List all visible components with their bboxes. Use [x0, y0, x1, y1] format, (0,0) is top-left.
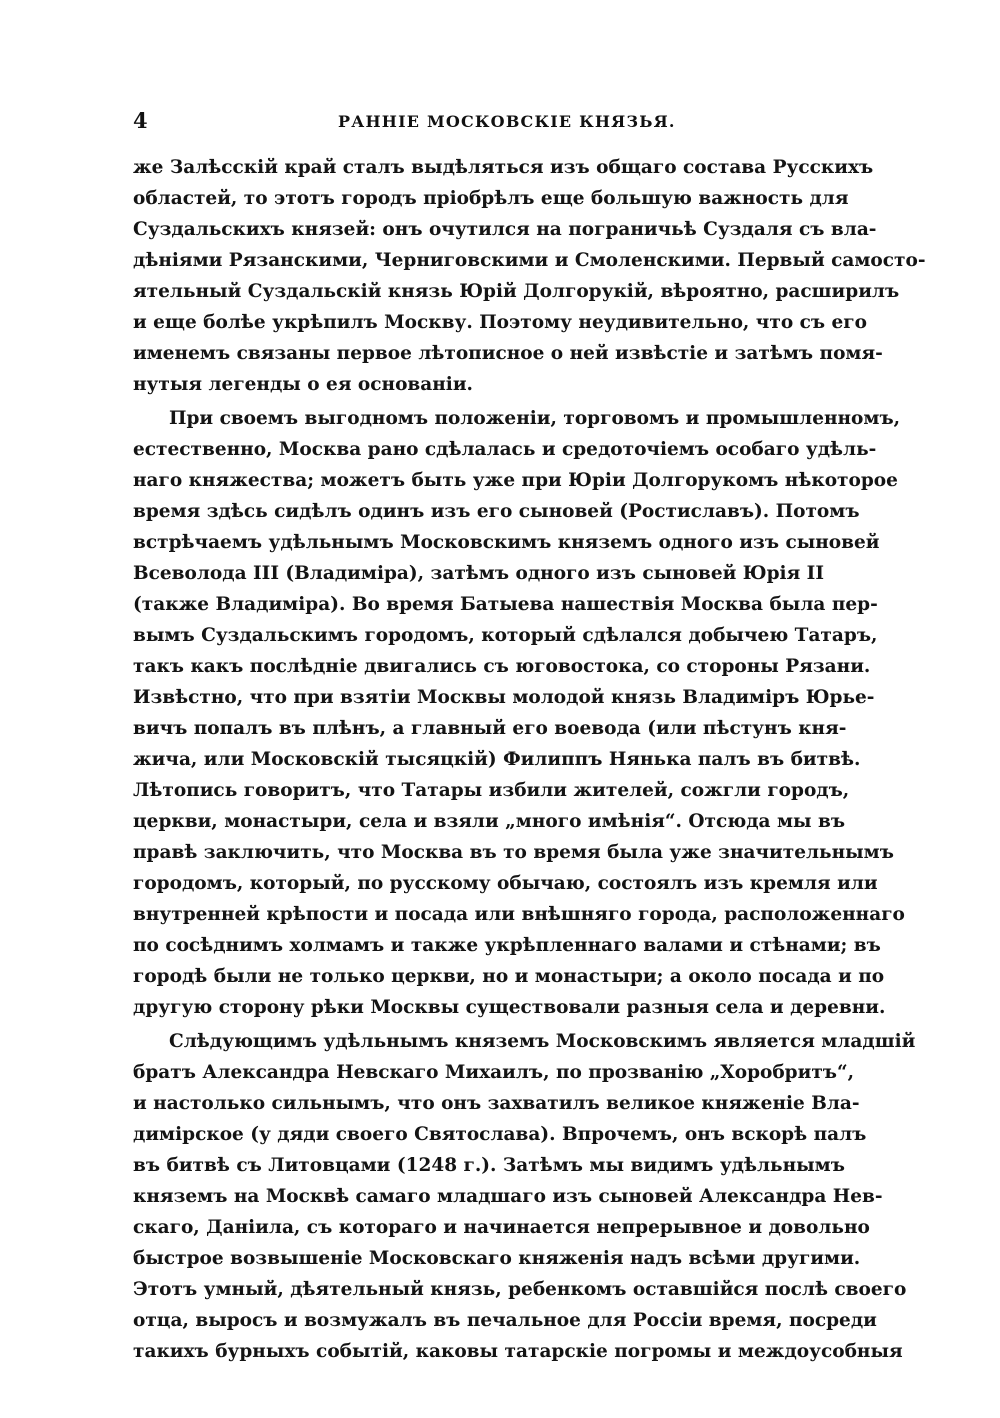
text-line: При своемъ выгодномъ положеніи, торговомъ и промышленномъ,: [169, 408, 901, 429]
page-number: 4: [133, 108, 148, 133]
text-line: внутренней крѣпости и посада или внѣшняго города, расположеннаго: [133, 904, 905, 925]
text-line: естественно, Москва рано сдѣлалась и средоточіемъ особаго удѣль-: [133, 439, 877, 460]
text-line: княземъ на Москвѣ самаго младшаго изъ сыновей Александра Нев-: [133, 1186, 883, 1207]
text-line: дѣніями Рязанскими, Черниговскими и Смоленскими. Первый самосто-: [133, 250, 926, 271]
text-line: правѣ заключить, что Москва въ то время была уже значительнымъ: [133, 842, 894, 863]
text-line: отца, выросъ и возмужалъ въ печальное для Россіи время, посреди: [133, 1310, 877, 1331]
body-text: [133, 152, 926, 1370]
text-line: и еще болѣе укрѣпилъ Москву. Поэтому неудивительно, что съ его: [133, 312, 867, 333]
text-line: Извѣстно, что при взятіи Москвы молодой князь Владиміръ Юрье-: [133, 687, 875, 708]
text-line: димірское (у дяди своего Святослава). Впрочемъ, онъ вскорѣ палъ: [133, 1124, 867, 1145]
text-line: жича, или Московскій тысяцкій) Филиппъ Нянька палъ въ битвѣ.: [133, 749, 861, 770]
text-line: Суздальскихъ князей: онъ очутился на пограничьѣ Суздаля съ вла-: [133, 219, 877, 240]
text-line: церкви, монастыри, села и взяли „много имѣнія“. Отсюда мы въ: [133, 811, 846, 832]
text-line: Этотъ умный, дѣятельный князь, ребенкомъ оставшійся послѣ своего: [133, 1279, 907, 1300]
paragraph-2: [133, 403, 905, 1023]
text-line: такъ какъ послѣдніе двигались съ юговостока, со стороны Рязани.: [133, 656, 871, 677]
text-line: же Залѣсскій край сталъ выдѣляться изъ общаго состава Русскихъ: [133, 157, 874, 178]
text-line: именемъ связаны первое лѣтописное о ней извѣстіе и затѣмъ помя-: [133, 343, 883, 364]
text-line: Всеволода III (Владиміра), затѣмъ одного изъ сыновей Юрія II: [133, 563, 824, 584]
running-title: РАННІЕ МОСКОВСКІЕ КНЯЗЬЯ.: [338, 112, 676, 131]
text-line: Слѣдующимъ удѣльнымъ княземъ Московскимъ является младшій: [169, 1031, 916, 1052]
text-line: Лѣтопись говоритъ, что Татары избили жителей, сожгли городъ,: [133, 780, 850, 801]
text-line: быстрое возвышеніе Московскаго княженія надъ всѣми другими.: [133, 1248, 861, 1269]
text-line: (также Владиміра). Во время Батыева нашествія Москва была пер-: [133, 594, 878, 615]
text-line: другую сторону рѣки Москвы существовали разныя села и деревни.: [133, 997, 886, 1018]
text-line: и настолько сильнымъ, что онъ захватилъ великое княженіе Вла-: [133, 1093, 860, 1114]
text-line: встрѣчаемъ удѣльнымъ Московскимъ княземъ одного изъ сыновей: [133, 532, 880, 553]
text-line: время здѣсь сидѣлъ одинъ изъ его сыновей (Ростиславъ). Потомъ: [133, 501, 860, 522]
text-line: ятельный Суздальскій князь Юрій Долгорукій, вѣроятно, расширилъ: [133, 281, 900, 302]
text-line: такихъ бурныхъ событій, каковы татарскіе погромы и междоусобныя: [133, 1341, 903, 1362]
text-line: скаго, Даніила, съ котораго и начинается непрерывное и довольно: [133, 1217, 870, 1238]
text-line: въ битвѣ съ Литовцами (1248 г.). Затѣмъ мы видимъ удѣльнымъ: [133, 1155, 845, 1176]
text-line: наго княжества; можетъ быть уже при Юріи Долгорукомъ нѣкоторое: [133, 470, 898, 491]
text-line: братъ Александра Невскаго Михаилъ, по прозванію „Хоробритъ“,: [133, 1062, 855, 1083]
text-line: городомъ, который, по русскому обычаю, состоялъ изъ кремля или: [133, 873, 878, 894]
text-line: вымъ Суздальскимъ городомъ, который сдѣлался добычею Татаръ,: [133, 625, 878, 646]
text-line: нутыя легенды о ея основаніи.: [133, 374, 473, 395]
text-line: вичъ попалъ въ плѣнъ, а главный его воевода (или пѣстунъ кня-: [133, 718, 847, 739]
text-line: по сосѣднимъ холмамъ и также укрѣпленнаго валами и стѣнами; въ: [133, 935, 881, 956]
page-header: [133, 108, 823, 138]
paragraph-3: [133, 1026, 916, 1367]
text-line: областей, то этотъ городъ пріобрѣлъ еще большую важность для: [133, 188, 849, 209]
text-line: городѣ были не только церкви, но и монастыри; а около посада и по: [133, 966, 885, 987]
paragraph-1: [133, 152, 926, 400]
